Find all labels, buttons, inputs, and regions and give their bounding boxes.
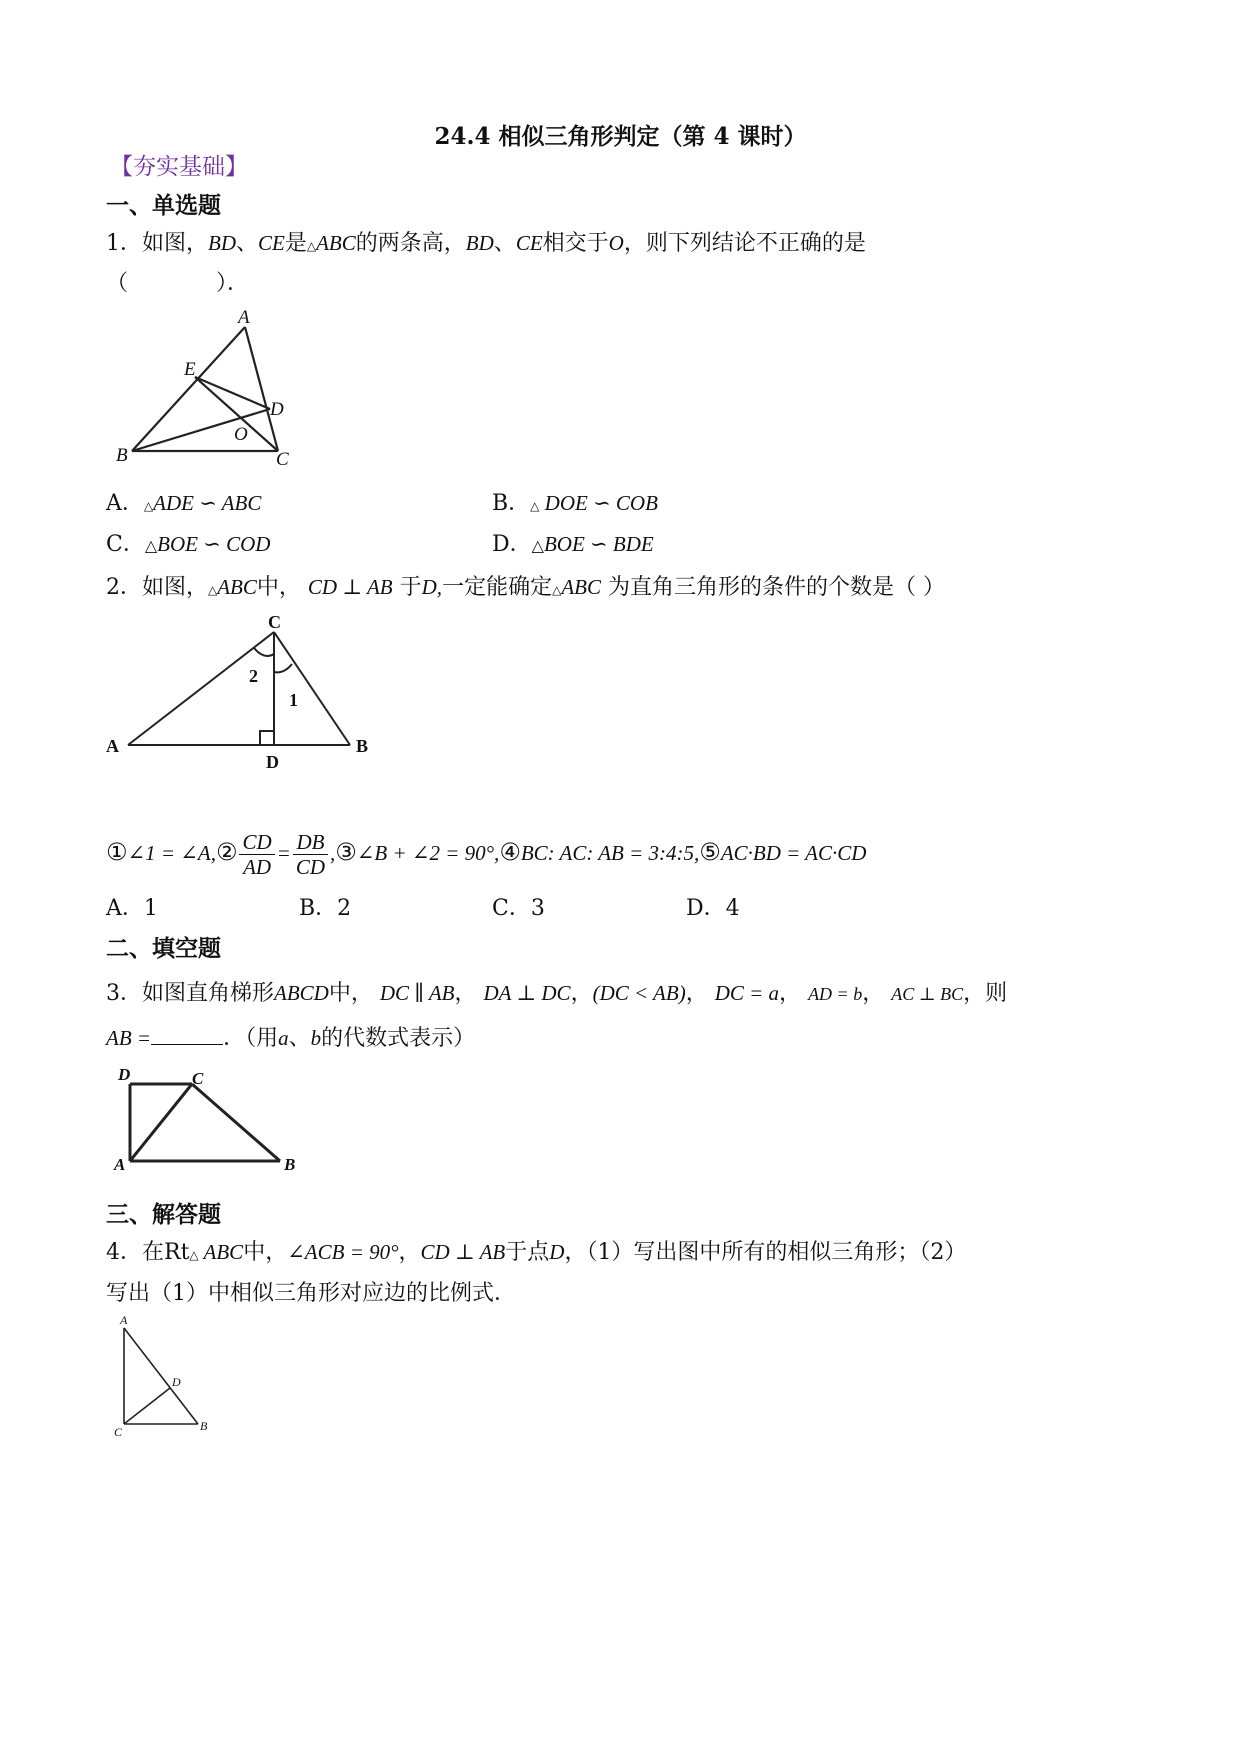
label-d: D bbox=[270, 399, 284, 420]
label-angle-1: 1 bbox=[289, 690, 298, 710]
q2-option-d[interactable]: D．4 bbox=[686, 896, 740, 921]
page-title: 24.4 相似三角形判定（第 4 课时） bbox=[434, 123, 807, 150]
segment-cd bbox=[124, 1388, 170, 1424]
label-c: C bbox=[268, 612, 281, 632]
label-a: A bbox=[106, 736, 119, 756]
figure-2-right-triangle bbox=[100, 608, 390, 778]
question-2-text: 2．如图，△ABC中， CD ⊥ AB 于D,一定能确定△ABC 为直角三角形的条件的个数是（ ） bbox=[106, 575, 945, 600]
angle-1-arc bbox=[274, 664, 292, 672]
label-b: B bbox=[200, 1419, 208, 1433]
q1-option-d[interactable]: D．△BOE ∽ BDE bbox=[492, 532, 654, 557]
question-4-line2: 写出（1）中相似三角形对应边的比例式． bbox=[106, 1281, 516, 1306]
angle-2-arc bbox=[254, 648, 274, 656]
q2-option-b[interactable]: B．2 bbox=[299, 896, 352, 921]
segment-cb bbox=[192, 1084, 280, 1161]
label-angle-2: 2 bbox=[249, 666, 258, 686]
q2-option-c[interactable]: C．3 bbox=[492, 896, 545, 921]
figure-4-right-triangle bbox=[108, 1312, 218, 1440]
answer-blank[interactable] bbox=[151, 1026, 223, 1045]
figure-3-trapezoid bbox=[112, 1064, 312, 1180]
q1-option-a[interactable]: A．△ADE ∽ ABC bbox=[106, 491, 262, 516]
label-d: D bbox=[172, 1375, 181, 1389]
label-d: D bbox=[118, 1065, 131, 1084]
question-3-line2: AB = ．（用a、b的代数式表示） bbox=[106, 1026, 476, 1051]
label-o: O bbox=[234, 424, 248, 445]
segment-ab bbox=[132, 327, 245, 451]
question-4-text: 4．在Rt△ ABC中，∠ACB = 90°，CD ⊥ AB于点D，（1）写出图中所有的相似三角形；（2） bbox=[106, 1240, 967, 1265]
label-b: B bbox=[356, 736, 369, 756]
label-a: A bbox=[238, 307, 250, 328]
label-d: D bbox=[266, 752, 279, 772]
segment-ac bbox=[128, 632, 274, 745]
label-a: A bbox=[114, 1155, 126, 1174]
segment-ac bbox=[245, 327, 278, 451]
label-c: C bbox=[192, 1069, 204, 1088]
question-1-paren: （ ）． bbox=[106, 271, 250, 296]
segment-bc bbox=[274, 632, 350, 745]
label-c: C bbox=[114, 1425, 123, 1439]
right-angle-mark bbox=[260, 731, 274, 745]
section-heading-3: 三、解答题 bbox=[106, 1201, 221, 1228]
segment-ac bbox=[130, 1084, 192, 1161]
label-a: A bbox=[120, 1313, 128, 1327]
label-b: B bbox=[116, 445, 128, 466]
q1-option-c[interactable]: C．△BOE ∽ COD bbox=[106, 532, 271, 557]
figure-1-triangle bbox=[110, 305, 310, 477]
section-tag: 【夯实基础】 bbox=[110, 154, 248, 180]
question-1-text: 1．如图，BD、CE是△ABC的两条高，BD、CE相交于O，则下列结论不正确的是 bbox=[106, 231, 866, 256]
q2-option-a[interactable]: A．1 bbox=[106, 896, 158, 921]
section-heading-2: 二、填空题 bbox=[106, 935, 221, 962]
question-3-text: 3．如图直角梯形ABCD中， DC ∥ AB， DA ⊥ DC，(DC < AB)， DC = a， AD = b， AC ⊥ BC，则 bbox=[106, 981, 1008, 1006]
label-e: E bbox=[184, 359, 196, 380]
q2-conditions: ①∠1 = ∠A,② $\frac{CD}{AD}$ = $\frac{DB}{CD}$ ,③∠B + ∠2 = 90°,④BC: AC: AB = 3:4:5,⑤AC·BD = AC·CD bbox=[106, 829, 867, 879]
section-heading-1: 一、单选题 bbox=[106, 192, 221, 219]
q1-option-b[interactable]: B．△ DOE ∽ COB bbox=[492, 491, 658, 516]
label-c: C bbox=[276, 449, 289, 470]
segment-ab bbox=[124, 1328, 198, 1424]
segment-bd bbox=[132, 409, 270, 451]
label-b: B bbox=[284, 1155, 296, 1174]
